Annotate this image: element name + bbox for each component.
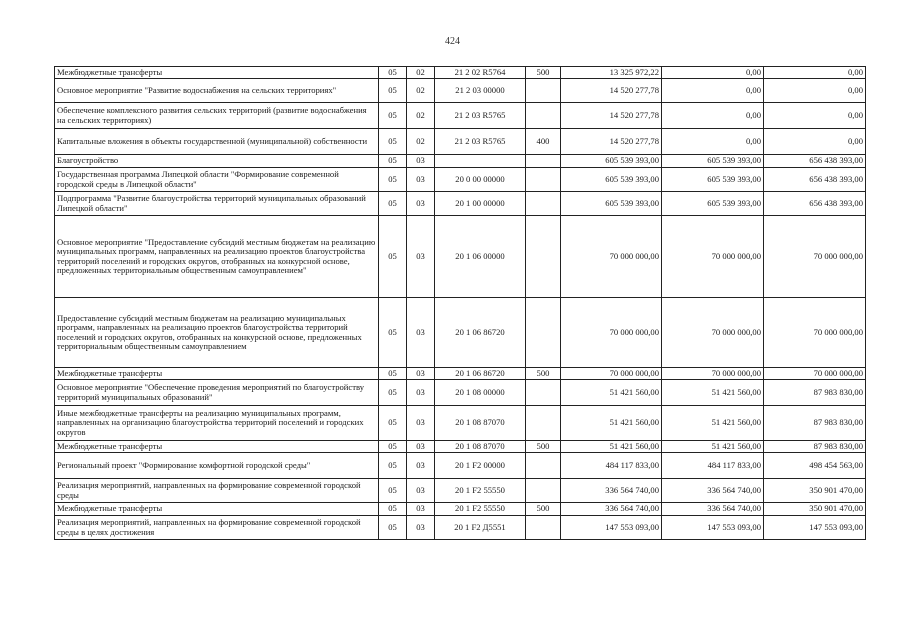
cell-subsection: 03 xyxy=(407,503,435,516)
cell-expense-type xyxy=(526,479,561,503)
cell-target: 20 1 08 00000 xyxy=(435,380,526,406)
cell-expense-type: 500 xyxy=(526,503,561,516)
cell-expense-type: 500 xyxy=(526,441,561,453)
cell-sum2: 70 000 000,00 xyxy=(662,368,764,380)
cell-sum2: 336 564 740,00 xyxy=(662,503,764,516)
cell-sum3: 87 983 830,00 xyxy=(764,380,866,406)
cell-sum1: 605 539 393,00 xyxy=(561,192,662,216)
cell-section: 05 xyxy=(379,103,407,129)
cell-target: 21 2 03 R5765 xyxy=(435,129,526,155)
cell-sum2: 0,00 xyxy=(662,67,764,79)
cell-sum3: 0,00 xyxy=(764,129,866,155)
cell-subsection: 02 xyxy=(407,67,435,79)
cell-sum1: 70 000 000,00 xyxy=(561,368,662,380)
cell-section: 05 xyxy=(379,406,407,441)
cell-name: Основное мероприятие "Предоставление субсидий местным бюджетам на реализацию муниципальных программ, направленных на реализацию проектов благоустройства территорий поселений и городских округов, отобранных на конкурсной основе, предложенных территориальным общественным самоуправлением" xyxy=(55,216,379,298)
cell-name: Межбюджетные трансферты xyxy=(55,503,379,516)
cell-sum1: 51 421 560,00 xyxy=(561,380,662,406)
cell-name: Предоставление субсидий местным бюджетам на реализацию муниципальных программ, направленных на реализацию проектов благоустройства территорий поселений и городских округов, отобранных на конкурсной основе, предложенных территориальным общественным самоуправлением xyxy=(55,298,379,368)
cell-section: 05 xyxy=(379,368,407,380)
cell-name: Капитальные вложения в объекты государственной (муниципальной) собственности xyxy=(55,129,379,155)
cell-expense-type xyxy=(526,155,561,168)
cell-sum2: 0,00 xyxy=(662,79,764,103)
cell-expense-type xyxy=(526,380,561,406)
cell-target: 21 2 03 00000 xyxy=(435,79,526,103)
cell-section: 05 xyxy=(379,168,407,192)
cell-target: 20 1 08 87070 xyxy=(435,441,526,453)
cell-name: Межбюджетные трансферты xyxy=(55,368,379,380)
budget-table xyxy=(54,66,866,540)
cell-subsection: 03 xyxy=(407,479,435,503)
table-row xyxy=(55,168,866,192)
cell-expense-type xyxy=(526,453,561,479)
cell-sum3: 0,00 xyxy=(764,103,866,129)
cell-subsection: 03 xyxy=(407,406,435,441)
cell-section: 05 xyxy=(379,216,407,298)
cell-target xyxy=(435,155,526,168)
cell-sum3: 656 438 393,00 xyxy=(764,155,866,168)
cell-section: 05 xyxy=(379,479,407,503)
table-row xyxy=(55,216,866,298)
cell-name: Межбюджетные трансферты xyxy=(55,441,379,453)
cell-sum3: 87 983 830,00 xyxy=(764,406,866,441)
cell-subsection: 03 xyxy=(407,516,435,540)
cell-sum3: 350 901 470,00 xyxy=(764,479,866,503)
cell-name: Реализация мероприятий, направленных на формирование современной городской среды в целях достижения xyxy=(55,516,379,540)
cell-sum1: 605 539 393,00 xyxy=(561,168,662,192)
cell-sum3: 70 000 000,00 xyxy=(764,216,866,298)
cell-expense-type xyxy=(526,406,561,441)
cell-target: 20 1 F2 00000 xyxy=(435,453,526,479)
cell-subsection: 03 xyxy=(407,298,435,368)
cell-sum1: 51 421 560,00 xyxy=(561,441,662,453)
table-row xyxy=(55,380,866,406)
cell-section: 05 xyxy=(379,192,407,216)
table-row xyxy=(55,298,866,368)
cell-sum2: 0,00 xyxy=(662,103,764,129)
table-row xyxy=(55,67,866,79)
cell-subsection: 03 xyxy=(407,192,435,216)
cell-sum1: 70 000 000,00 xyxy=(561,298,662,368)
cell-target: 20 1 06 86720 xyxy=(435,368,526,380)
cell-sum3: 498 454 563,00 xyxy=(764,453,866,479)
cell-sum2: 605 539 393,00 xyxy=(662,168,764,192)
cell-sum2: 336 564 740,00 xyxy=(662,479,764,503)
cell-sum2: 605 539 393,00 xyxy=(662,192,764,216)
cell-expense-type xyxy=(526,216,561,298)
cell-expense-type xyxy=(526,298,561,368)
cell-sum2: 70 000 000,00 xyxy=(662,298,764,368)
table-row xyxy=(55,406,866,441)
cell-section: 05 xyxy=(379,516,407,540)
table-row xyxy=(55,479,866,503)
cell-name: Иные межбюджетные трансферты на реализацию муниципальных программ, направленных на организацию благоустройства территорий поселений и городских округов xyxy=(55,406,379,441)
cell-sum3: 0,00 xyxy=(764,79,866,103)
table-row xyxy=(55,453,866,479)
cell-name: Реализация мероприятий, направленных на формирование современной городской среды xyxy=(55,479,379,503)
cell-target: 20 1 00 00000 xyxy=(435,192,526,216)
cell-subsection: 02 xyxy=(407,79,435,103)
cell-sum1: 14 520 277,78 xyxy=(561,79,662,103)
table-row xyxy=(55,192,866,216)
cell-sum3: 350 901 470,00 xyxy=(764,503,866,516)
cell-section: 05 xyxy=(379,503,407,516)
table-row xyxy=(55,441,866,453)
cell-name: Основное мероприятие "Развитие водоснабжения на сельских территориях" xyxy=(55,79,379,103)
cell-expense-type xyxy=(526,516,561,540)
cell-target: 20 1 08 87070 xyxy=(435,406,526,441)
cell-target: 20 1 06 00000 xyxy=(435,216,526,298)
cell-name: Государственная программа Липецкой области "Формирование современной городской среды в Липецкой области" xyxy=(55,168,379,192)
cell-sum1: 70 000 000,00 xyxy=(561,216,662,298)
cell-sum2: 70 000 000,00 xyxy=(662,216,764,298)
table-row xyxy=(55,516,866,540)
cell-section: 05 xyxy=(379,441,407,453)
cell-sum1: 336 564 740,00 xyxy=(561,503,662,516)
cell-sum2: 51 421 560,00 xyxy=(662,380,764,406)
cell-target: 20 1 F2 55550 xyxy=(435,503,526,516)
cell-name: Региональный проект "Формирование комфортной городской среды" xyxy=(55,453,379,479)
cell-subsection: 03 xyxy=(407,441,435,453)
cell-subsection: 02 xyxy=(407,103,435,129)
cell-sum1: 13 325 972,22 xyxy=(561,67,662,79)
cell-sum1: 484 117 833,00 xyxy=(561,453,662,479)
cell-name: Подпрограмма "Развитие благоустройства территорий муниципальных образований Липецкой области" xyxy=(55,192,379,216)
cell-expense-type xyxy=(526,79,561,103)
table-row xyxy=(55,79,866,103)
cell-sum3: 656 438 393,00 xyxy=(764,168,866,192)
cell-sum2: 0,00 xyxy=(662,129,764,155)
cell-subsection: 02 xyxy=(407,129,435,155)
cell-subsection: 03 xyxy=(407,380,435,406)
table-row xyxy=(55,503,866,516)
cell-sum2: 484 117 833,00 xyxy=(662,453,764,479)
cell-sum3: 87 983 830,00 xyxy=(764,441,866,453)
cell-name: Межбюджетные трансферты xyxy=(55,67,379,79)
cell-name: Благоустройство xyxy=(55,155,379,168)
cell-sum2: 605 539 393,00 xyxy=(662,155,764,168)
table-row xyxy=(55,368,866,380)
cell-section: 05 xyxy=(379,67,407,79)
cell-sum3: 656 438 393,00 xyxy=(764,192,866,216)
cell-sum2: 51 421 560,00 xyxy=(662,406,764,441)
cell-subsection: 03 xyxy=(407,216,435,298)
cell-sum3: 70 000 000,00 xyxy=(764,368,866,380)
cell-target: 20 1 F2 55550 xyxy=(435,479,526,503)
cell-target: 20 1 F2 Д5551 xyxy=(435,516,526,540)
table-row xyxy=(55,103,866,129)
cell-target: 21 2 02 R5764 xyxy=(435,67,526,79)
cell-expense-type xyxy=(526,168,561,192)
cell-sum1: 147 553 093,00 xyxy=(561,516,662,540)
cell-subsection: 03 xyxy=(407,168,435,192)
cell-section: 05 xyxy=(379,298,407,368)
cell-subsection: 03 xyxy=(407,453,435,479)
table-row xyxy=(55,155,866,168)
cell-expense-type xyxy=(526,192,561,216)
cell-sum3: 147 553 093,00 xyxy=(764,516,866,540)
cell-expense-type: 400 xyxy=(526,129,561,155)
cell-sum3: 70 000 000,00 xyxy=(764,298,866,368)
cell-subsection: 03 xyxy=(407,155,435,168)
page-number: 424 xyxy=(445,36,460,47)
cell-target: 20 1 06 86720 xyxy=(435,298,526,368)
cell-section: 05 xyxy=(379,79,407,103)
cell-section: 05 xyxy=(379,453,407,479)
cell-section: 05 xyxy=(379,129,407,155)
cell-sum1: 14 520 277,78 xyxy=(561,129,662,155)
cell-sum3: 0,00 xyxy=(764,67,866,79)
cell-sum1: 51 421 560,00 xyxy=(561,406,662,441)
cell-name: Обеспечение комплексного развития сельских территорий (развитие водоснабжения на сельских территориях) xyxy=(55,103,379,129)
cell-sum1: 336 564 740,00 xyxy=(561,479,662,503)
cell-sum1: 14 520 277,78 xyxy=(561,103,662,129)
cell-sum2: 51 421 560,00 xyxy=(662,441,764,453)
cell-target: 20 0 00 00000 xyxy=(435,168,526,192)
table-row xyxy=(55,129,866,155)
cell-sum1: 605 539 393,00 xyxy=(561,155,662,168)
cell-expense-type xyxy=(526,103,561,129)
cell-expense-type: 500 xyxy=(526,368,561,380)
cell-section: 05 xyxy=(379,155,407,168)
cell-expense-type: 500 xyxy=(526,67,561,79)
cell-sum2: 147 553 093,00 xyxy=(662,516,764,540)
cell-subsection: 03 xyxy=(407,368,435,380)
cell-name: Основное мероприятие "Обеспечение проведения мероприятий по благоустройству территорий муниципальных образований" xyxy=(55,380,379,406)
cell-section: 05 xyxy=(379,380,407,406)
cell-target: 21 2 03 R5765 xyxy=(435,103,526,129)
